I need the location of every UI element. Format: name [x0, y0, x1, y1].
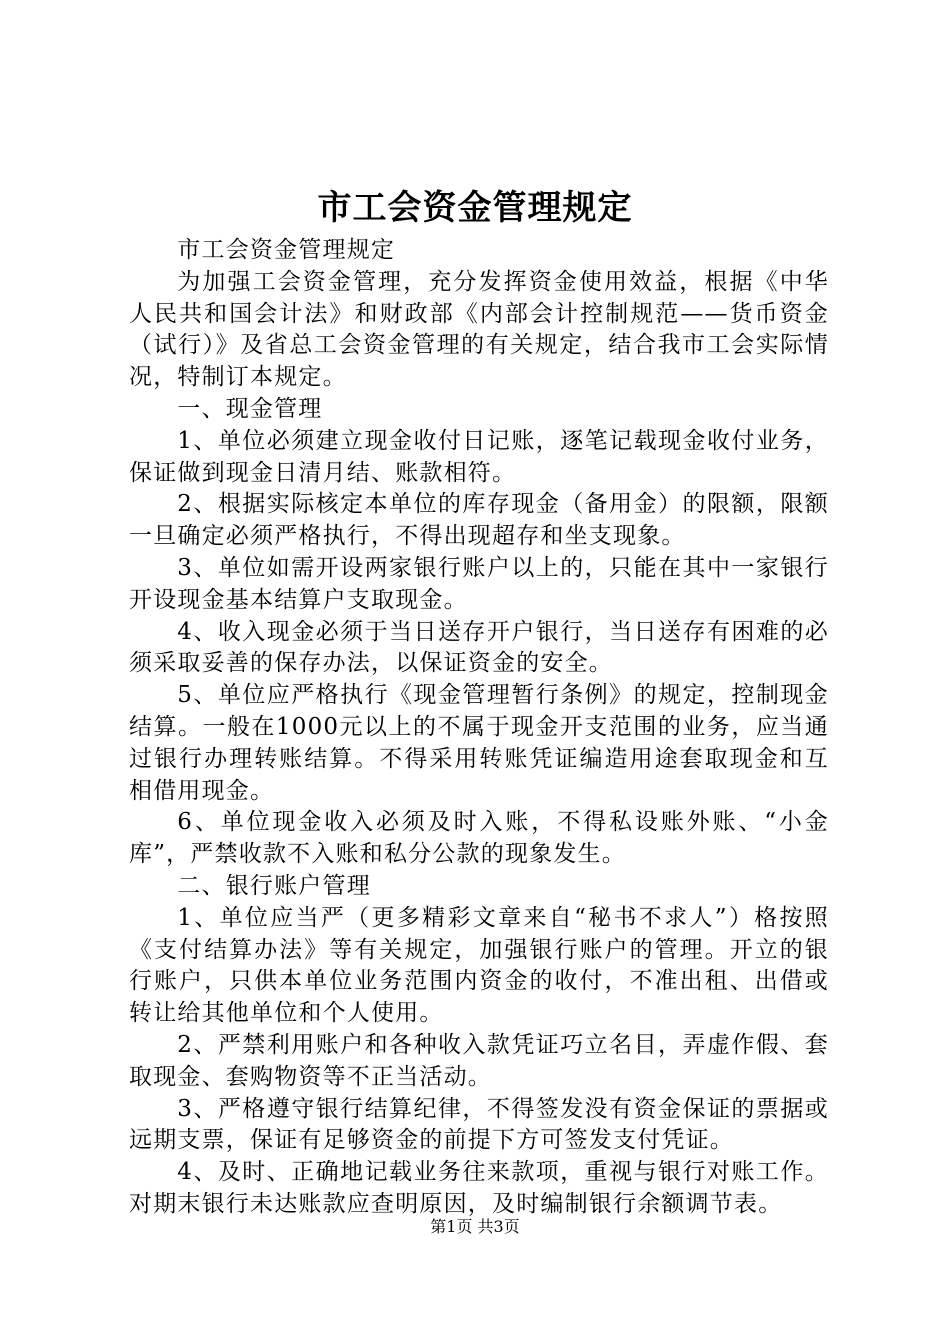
- paragraph-cash-2: 2、根据实际核定本单位的库存现金（备用金）的限额，限额一旦确定必须严格执行，不得出现超存和坐支现象。: [129, 491, 829, 550]
- paragraph-subtitle: 市工会资金管理规定: [177, 237, 396, 263]
- paragraph-bank-1: 1、单位应当严（更多精彩文章来自“秘书不求人”）格按照《支付结算办法》等有关规定，加强银行账户的管理。开立的银行账户，只供本单位业务范围内资金的收付，不准出租、出借或转让给其他单位和个人使用。: [129, 904, 829, 1027]
- document-body: [129, 235, 829, 1221]
- document-title: 市工会资金管理规定: [317, 188, 633, 228]
- page-indicator: 第1页 共3页: [430, 1217, 520, 1236]
- page-footer: [0, 1216, 950, 1238]
- paragraph-intro: 为加强工会资金管理，充分发挥资金使用效益，根据《中华人民共和国会计法》和财政部《内部会计控制规范——货币资金（试行）》及省总工会资金管理的有关规定，结合我市工会实际情况，特制订本规定。: [129, 268, 829, 391]
- paragraph-bank-4: 4、及时、正确地记载业务往来款项，重视与银行对账工作。对期末银行未达账款应查明原因，及时编制银行余额调节表。: [129, 1159, 829, 1217]
- paragraph-bank-3: 3、严格遵守银行结算纪律，不得签发没有资金保证的票据或远期支票，保证有足够资金的前提下方可签发支付凭证。: [129, 1095, 829, 1154]
- paragraph-bank-2: 2、严禁利用账户和各种收入款凭证巧立名目，弄虚作假、套取现金、套购物资等不正当活动。: [129, 1031, 829, 1090]
- paragraph-cash-3: 3、单位如需开设两家银行账户以上的，只能在其中一家银行开设现金基本结算户支取现金。: [129, 554, 829, 613]
- paragraph-cash-1: 1、单位必须建立现金收付日记账，逐笔记载现金收付业务，保证做到现金日清月结、账款相符。: [129, 427, 829, 486]
- paragraph-cash-4: 4、收入现金必须于当日送存开户银行，当日送存有困难的必须采取妥善的保存办法，以保证资金的安全。: [129, 618, 829, 677]
- paragraph-cash-5: 5、单位应严格执行《现金管理暂行条例》的规定，控制现金结算。一般在1000元以上的不属于现金开支范围的业务，应当通过银行办理转账结算。不得采用转账凭证编造用途套取现金和互相借用现金。: [129, 682, 829, 804]
- section-heading-cash: 一、现金管理: [177, 395, 323, 422]
- section-heading-bank: 二、银行账户管理: [177, 872, 371, 899]
- paragraph-cash-6: 6、单位现金收入必须及时入账，不得私设账外账、“小金库”，严禁收款不入账和私分公款的现象发生。: [129, 809, 829, 868]
